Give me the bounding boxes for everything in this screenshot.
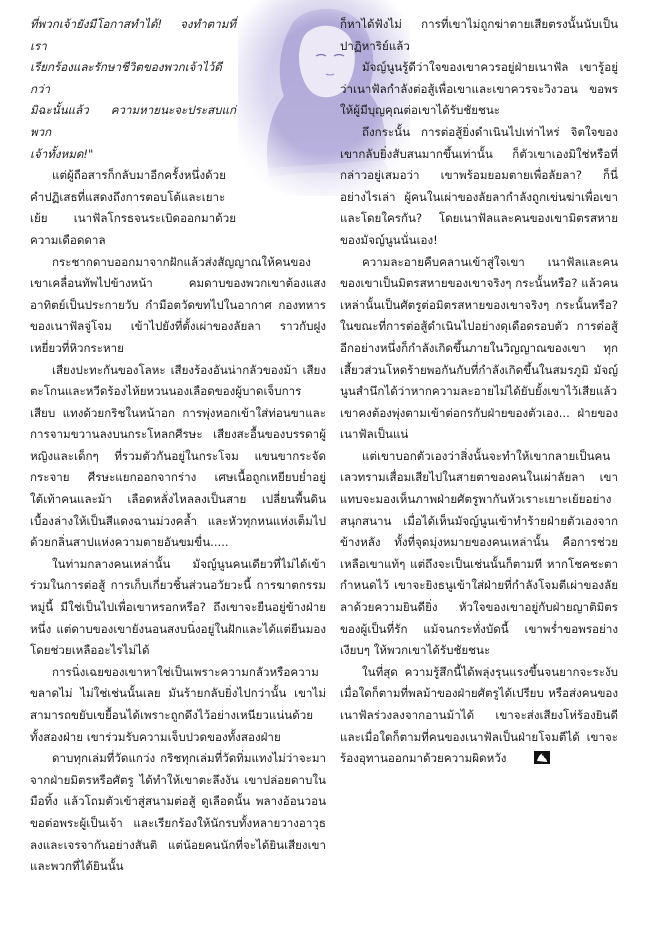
paragraph: ดาบทุกเล่มที่วัดแกว่ง กริชทุกเล่มที่วัดทิ่มแทงไม่ว่าจะมาจากฝ่ายมิตรหรือศัตรู ได้ทำให้เขาตะลึงงัน เขาปล่อยดาบในมือทิ้ง แล้วโถมตัวเข้าสู่สนามต่อสู้ ดูเลือดนั้น พลางอ้อนวอนขอต่อพระผู้เป็นเจ้า และเรียกร้องให้นักรบทั้งหลายวางอาวุธลงและเจรจากันอย่างสันติ แต่น้อยคนนักที่จะได้ยินเสียงเขา และพวกที่ได้ยินนั้น	[30, 751, 326, 874]
right-column	[340, 14, 618, 770]
paragraph: ในท่ามกลางคนเหล่านั้น มัจญ์นูนคนเดียวที่ไม่ได้เข้าร่วมในการต่อสู้ การเก็บเกี่ยวชิ้นส่วนอวัยวะนี้ การฆาตกรรมหมู่นี้ มีใช่เป็นไปเพื่อเขาหรอกหรือ? ถึงเขาจะยืนอยู่ข้างฝ่ายหนึ่ง แต่ดาบของเขายังนอนสงบนิ่งอยู่ในฝักและได้แต่ยืนมองโดยช่วยเหลืออะไรไม่ได้	[30, 556, 326, 658]
paragraph: ถึงกระนั้น การต่อสู้ยิ่งดำเนินไปเท่าไหร่ จิตใจของเขากลับยิ่งสับสนมากขึ้นเท่านั้น ก็ตัวเขาเองมิใช่หรือที่กล่าวอยู่เสมอว่า เขาพร้อมยอมตายเพื่อลัยลา? ก็นี่อย่างไรเล่า ผู้คนในเผ่าของลัยลากำลังถูกเข่นฆ่าเพื่อเขา และโดยใครกัน? โดยเนาฟัลและคนของเขามิตรสหายของมัจญ์นูนนั่นเอง!	[340, 124, 618, 247]
paragraph: เสียงปะทะกันของโลหะ เสียงร้องอันน่ากลัวของม้า เสียงตะโกนและหวีดร้องไห้ยหวนนองเลือดของผู้บาดเจ็บการเสียบ แทงด้วยกริชในหน้าอก การพุ่งหอกเข้าใส่ท่อนขาและการจามขวานลงบนกระโหลกศีรษะ เสียงสะอื้นของบรรดาผู้หญิงและเด็กๆ ที่รวมตัวกันอยู่ในกระโจม แขนขากระจัดกระจาย ศีรษะแยกออกจากร่าง เศษเนื้อถูกเหยียบย่ำอยู่ใต้เท้าคนและม้า เลือดหลั่งไหลลงเป็นสาย เปลี่ยนพื้นดินเบื้องล่างให้เป็นสีแดงฉานม่วงคล้ำ และหัวทุกหนแห่งเต็มไปด้วยกลิ่นสาปแห่งความตายอันขมขื่น.....	[30, 362, 326, 550]
quote-line: ที่พวกเจ้ายังมีโอกาสทำได้! จงทำตามที่เรา	[30, 17, 236, 53]
paragraph: การนิ่งเฉยของเขาหาใช่เป็นเพราะความกลัวหรือความขลาดไม่ ไม่ใช่เช่นนั้นเลย มันร้ายกลับยิ่งไปกว่านั้น เขาไม่สามารถขยับเขยื้อนได้เพราะถูกดึงไว้อย่างเหนียวแน่นด้วยทั้งสองฝ่าย เขาร่วมรับความเจ็บปวดของทั้งสองฝ่าย	[30, 664, 326, 744]
paragraph: กระชากดาบออกมาจากฝักแล้วส่งสัญญาณให้คนของเขาเคลื่อนทัพไปข้างหน้า คมดาบของพวกเขาต้องแสงอาทิตย์เป็นประกายวับ กำมือตวัดขทไปในอากาศ กองทหารของเนาฟัลจู่โจม เข้าไปยังที่ตั้งเผ่าของลัยลา ราวกับฝูงเหยี่ยวที่หิวกระหาย	[30, 254, 326, 355]
paragraph: มัจญ์นูนรู้ดีว่าใจของเขาควรอยู่ฝ่ายเนาฟัล เขารู้อยู่ว่าเนาฟัลกำลังต่อสู้เพื่อเขาและเขาควรจะวิงวอน ขอพรให้ผู้มีบุญคุณต่อเขาได้รับชัยชนะ	[340, 60, 618, 118]
paragraph: แต่ผู้ถือสารก็กลับมาอีกครั้งหนึ่งด้วยคำปฏิเสธที่แสดงถึงการตอบโต้และเยาะเย้ย เนาฟัลโกรธจนระเบิดออกมาด้วยความเดือดดาล	[30, 168, 236, 247]
paragraph	[340, 662, 618, 770]
end-of-chapter-icon	[512, 750, 528, 763]
quote-line: เจ้าทั้งหมด!"	[30, 146, 94, 161]
paragraph-text: ในที่สุด ความรู้สึกนี้ได้พลุ่งรุนแรงขึ้นจนยากจะระงับ เมื่อใดก็ตามที่พลม้าของฝ่ายศัตรูได้เปรียบ หรือส่งคนของเนาฟัลร่วงลงจากอานม้าได้ เขาจะส่งเสียงโห่ร้องยินดี และเมื่อใดก็ตามที่คนของเนาฟัลเป็นฝ่ายโจมตีได้ เขาจะร้องอุทานออกมาด้วยความผิดหวัง	[340, 664, 618, 766]
quote-line: เรียกร้องและรักษาชีวิตของพวกเจ้าไว้ดีกว่า	[30, 60, 222, 96]
opening-quote	[30, 14, 236, 252]
quote-line: มิฉะนั้นแล้ว ความหายนะจะประสบแก่พวก	[30, 103, 236, 139]
paragraph: ก็หาได้ฟังไม่ การที่เขาไม่ถูกฆ่าตายเสียตรงนั้นนับเป็นปาฏิหาริย์แล้ว	[340, 17, 618, 53]
left-column	[30, 14, 326, 878]
paragraph: ความละอายคืบคลานเข้าสู่ใจเขา เนาฟัลและคนของเขาเป็นมิตรสหายของเขาจริงๆ กระนั้นหรือ? แล้วคนเหล่านั้นเป็นศัตรูต่อมิตรสหายของเขาจริงๆ กระนั้นหรือ? ในขณะที่การต่อสู้ดำเนินไปอย่างดุเดือดรอบตัว การต่อสู้อีกอย่างหนึ่งก็กำลังเกิดขึ้นภายในวิญญาณของเขา ทุกเสี้ยวส่วนโหดร้ายพอกันกับที่กำลังเกิดขึ้นในสมรภูมิ มัจญ์นูนสำนึกได้ว่าหากความละอายไม่ได้ยับยั้งเขาไว้เสียแล้ว เขาคงต้องพุ่งตามเข้าต่อกรกับฝ่ายของตัวเอง... ฝ่ายของเนาฟัลเป็นแน่	[340, 254, 618, 442]
paragraph: แต่เขาบอกตัวเองว่าสิ่งนั้นจะทำให้เขากลายเป็นคนเลวทรามเสื่อมเสียไปในสายตาของคนในเผ่าลัยลา เขาแทบจะมองเห็นภาพฝ่ายศัตรูพากันหัวเราะเยาะเย้ยอย่างสนุกสนาน เมื่อได้เห็นมัจญ์นูนเข้าทำร้ายฝ่ายตัวเองจากข้างหลัง ทั้งที่จุดมุ่งหมายของคนเหล่านั้น คือการช่วยเหลือเขาแท้ๆ แต่ถึงจะเป็นเช่นนั้นก็ตามที หากโชคชะตากำหนดไว้ เขาจะยิงธนูเข้าใส่ฝ่ายที่กำลังโจมตีเผ่าของลัยลาด้วยความยินดียิ่ง หัวใจของเขาอยู่กับฝ่ายญาติมิตรของผู้เป็นที่รัก แม้จนกระทั่งบัดนี้ เขาพร่ำขอพรอย่างเงียบๆ ให้พวกเขาได้รับชัยชนะ	[340, 448, 618, 658]
